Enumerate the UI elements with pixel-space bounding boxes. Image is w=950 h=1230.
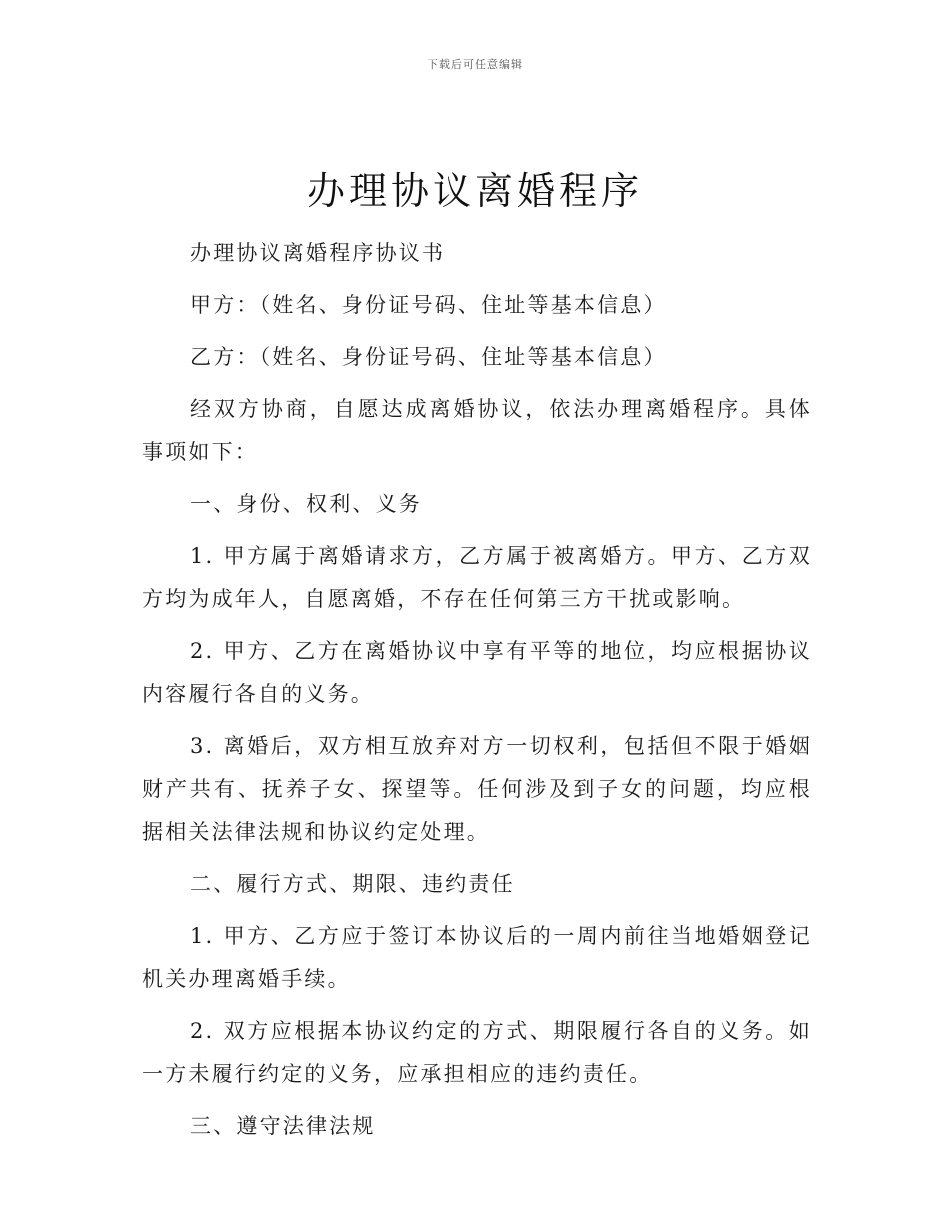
document-body: [142, 232, 812, 1157]
paragraph-intro: 经双方协商，自愿达成离婚协议，依法办理离婚程序。具体事项如下：: [142, 397, 812, 464]
paragraph-identity-3: 3. 离婚后，双方相互放弃对方一切权利，包括但不限于婚姻财产共有、抚养子女、探望等。任何涉及到子女的问题，均应根据相关法律法规和协议约定处理。: [142, 734, 812, 844]
section-heading-performance: 二、履行方式、期限、违约责任: [190, 872, 515, 896]
paragraph-identity-1: 1. 甲方属于离婚请求方，乙方属于被离婚方。甲方、乙方双方均为成年人，自愿离婚，不存在任何第三方干扰或影响。: [142, 544, 812, 611]
page-header-note: 下载后可任意编辑: [427, 58, 523, 71]
paragraph-performance-1: 1. 甲方、乙方应于签订本协议后的一周内前往当地婚姻登记机关办理离婚手续。: [142, 924, 812, 991]
document-title: 办理协议离婚程序: [306, 169, 643, 213]
section-heading-identity: 一、身份、权利、义务: [190, 492, 422, 516]
paragraph-identity-2: 2. 甲方、乙方在离婚协议中享有平等的地位，均应根据协议内容履行各自的义务。: [142, 639, 812, 706]
section-heading-law: 三、遵守法律法规: [190, 1114, 376, 1138]
paragraph-party-b: 乙方：（姓名、身份证号码、住址等基本信息）: [190, 345, 667, 369]
paragraph-party-a: 甲方：（姓名、身份证号码、住址等基本信息）: [190, 293, 667, 317]
paragraph-performance-2: 2. 双方应根据本协议约定的方式、期限履行各自的义务。如一方未履行约定的义务，应承担相应的违约责任。: [142, 1019, 812, 1086]
paragraph-agreement-heading: 办理协议离婚程序协议书: [190, 241, 446, 265]
